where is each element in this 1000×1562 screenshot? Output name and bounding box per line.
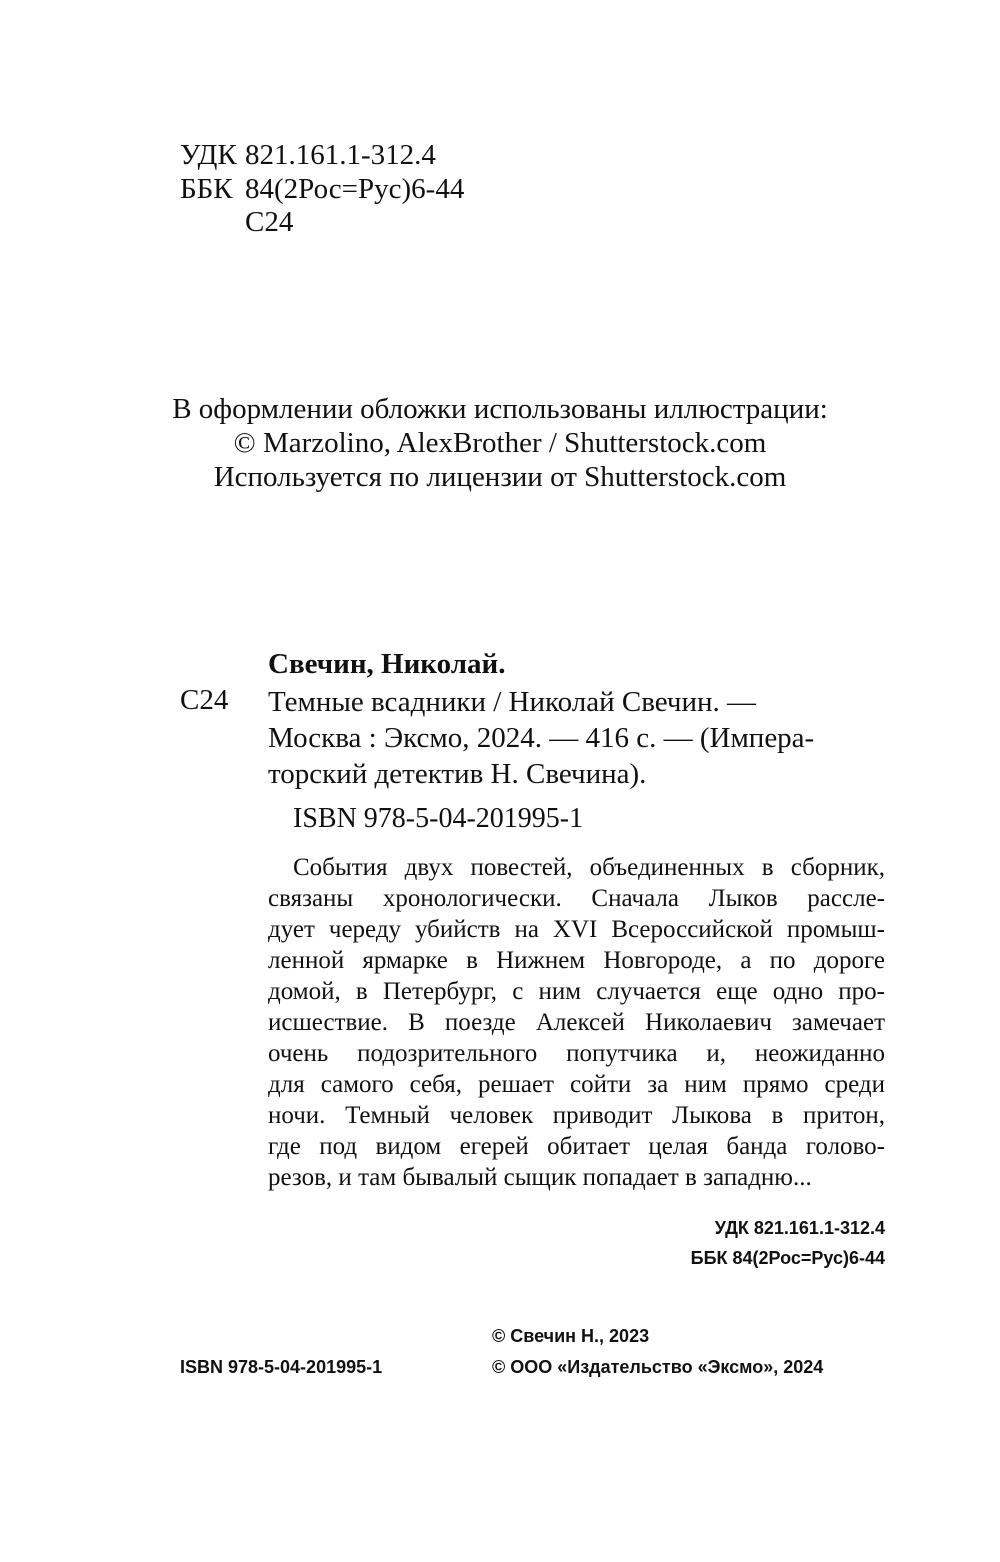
annotation-line: резов, и там бывалый сыщик попадает в западню...	[268, 1164, 812, 1191]
copyright-block	[492, 1321, 823, 1383]
biblio-line: Темные всадники / Николай Свечин. —	[268, 686, 756, 718]
annotation-line: исшествие. В поезде Алексей Николаевич замечает	[268, 1009, 885, 1036]
annotation-line: ночи. Темный человек приводит Лыкова в притон,	[268, 1102, 885, 1129]
udk-line	[180, 139, 436, 172]
udk-label: УДК	[180, 139, 237, 171]
annotation	[268, 852, 885, 1193]
bottom-classification	[600, 1213, 885, 1273]
author-code-top: С24	[245, 206, 294, 238]
isbn-bottom: ISBN 978-5-04-201995-1	[180, 1357, 383, 1377]
annotation-line: События двух повестей, объединенных в сборник,	[293, 854, 885, 881]
udk-value: 821.161.1-312.4	[245, 139, 436, 171]
annotation-line: очень подозрительного попутчика и, неожиданно	[268, 1040, 885, 1067]
bbk-value: 84(2Рос=Рус)6-44	[245, 173, 465, 205]
author-code-left: С24	[180, 684, 229, 716]
copyright-author: © Свечин Н., 2023	[492, 1326, 650, 1346]
credits-line: Используется по лицензии от Shutterstock.com	[213, 461, 787, 493]
annotation-line: где под видом егерей обитает целая банда голово-	[268, 1133, 885, 1160]
annotation-line: домой, в Петербург, с ним случается еще одно про-	[268, 978, 885, 1005]
bbk-label: ББК	[180, 173, 233, 205]
credits-line: В оформлении обложки использованы иллюстрации:	[172, 393, 828, 425]
cover-credits	[100, 392, 900, 494]
isbn-record: ISBN 978-5-04-201995-1	[293, 803, 584, 834]
bottom-udk: УДК 821.161.1-312.4	[714, 1218, 885, 1238]
copyright-publisher: © ООО «Издательство «Эксмо», 2024	[492, 1357, 824, 1377]
annotation-line: связаны хронологически. Сначала Лыков рассле-	[268, 885, 885, 912]
annotation-line: для самого себя, решает сойти за ним прямо среди	[268, 1071, 885, 1098]
bottom-bbk: ББК 84(2Рос=Рус)6-44	[690, 1248, 885, 1268]
bibliographic-description	[268, 684, 885, 792]
biblio-line: Москва : Эксмо, 2024. — 416 с. — (Импера-	[268, 722, 815, 754]
biblio-line: торский детектив Н. Свечина).	[268, 758, 647, 790]
annotation-line: ленной ярмарке в Нижнем Новгороде, а по дороге	[268, 947, 885, 974]
bbk-line	[180, 173, 464, 206]
annotation-line: дует череду убийств на XVI Всероссийской промыш-	[268, 916, 885, 943]
author-heading: Свечин, Николай.	[268, 648, 506, 680]
credits-line: © Marzolino, AlexBrother / Shutterstock.com	[233, 427, 767, 459]
